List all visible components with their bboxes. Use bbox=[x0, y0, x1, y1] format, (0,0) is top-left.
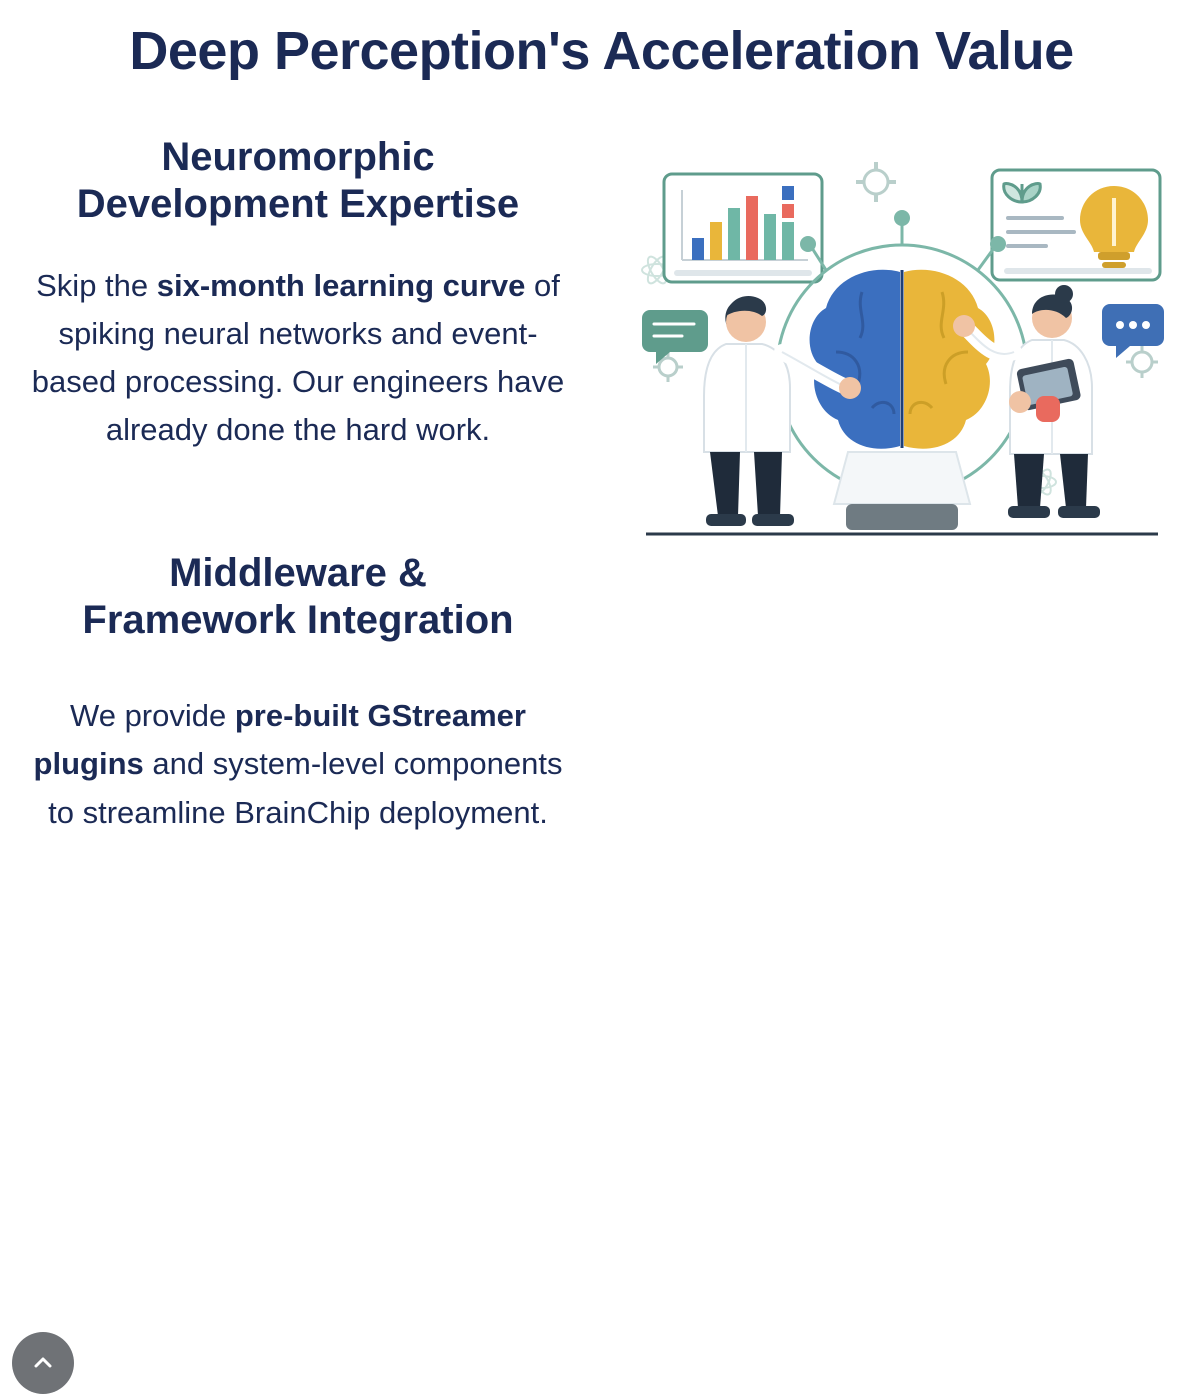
section-heading: Neuromorphic Development Expertise bbox=[76, 134, 520, 226]
brain-graphic bbox=[809, 269, 994, 448]
chart-panel bbox=[664, 174, 822, 282]
page-title: Deep Perception's Acceleration Value bbox=[129, 21, 1074, 81]
illustration-column bbox=[600, 134, 1203, 572]
text-column bbox=[0, 134, 600, 837]
chevron-up-icon bbox=[30, 1350, 56, 1376]
gear-icon bbox=[856, 162, 896, 202]
section-body: Skip the six-month learning curve of spiking neural networks and event-based processing. Our engineers have already done the hard work. bbox=[31, 267, 565, 448]
gear-icon bbox=[1126, 346, 1158, 378]
plant-icon bbox=[1003, 183, 1040, 201]
section-heading: Middleware & Framework Integration bbox=[82, 551, 514, 643]
neuromorphic-brain-illustration bbox=[622, 152, 1182, 572]
content-row bbox=[0, 134, 1203, 837]
idea-panel bbox=[992, 170, 1160, 280]
section-middleware-integration bbox=[20, 550, 576, 837]
section-body: We provide pre-built GStreamer plugins and system-level components to streamline BrainChip deployment. bbox=[33, 698, 563, 830]
section-neuromorphic-expertise bbox=[20, 134, 576, 455]
scroll-to-top-button[interactable] bbox=[12, 1332, 74, 1394]
speech-bubble-icon bbox=[1102, 304, 1164, 358]
speech-bubble-icon bbox=[642, 310, 708, 364]
